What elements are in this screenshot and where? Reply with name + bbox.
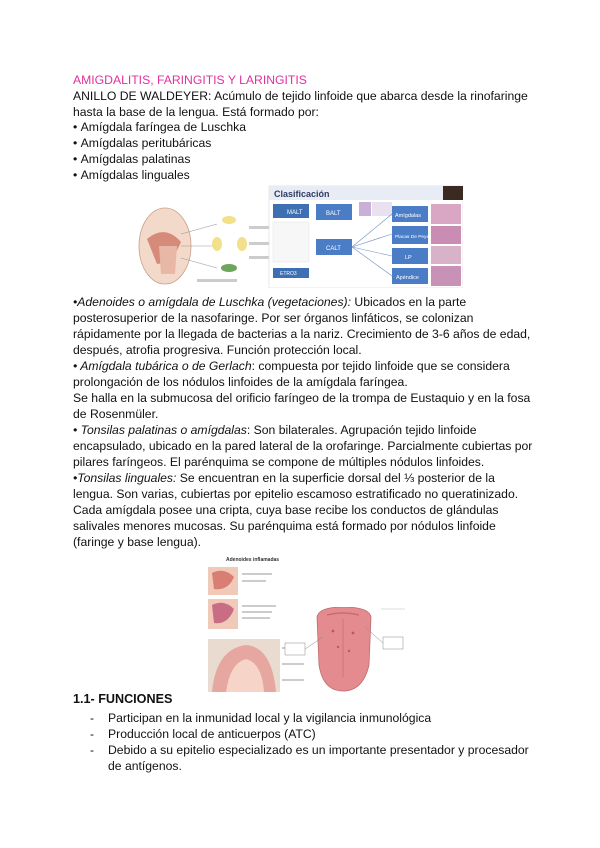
- adenoides-text: Ubicados en la parte posterosuperior de la nasofaringe. Por ser órganos linfáticos, se colonizan rápidamente por la llegada de bacterias a la nariz. Crecimiento de 3-6 años de edad, después, atrofia progresiva. Función protección local.: [73, 295, 531, 357]
- classification-slide: [269, 186, 463, 288]
- linguales-paragraph: [73, 470, 533, 550]
- list-item: • Amígdala faríngea de Luschka: [73, 119, 246, 135]
- submucosa-text: Se halla en la submucosa del orificio faríngeo de la trompa de Eustaquio y en la fosa de Rosenmüler.: [73, 391, 531, 421]
- tongue-svg: [283, 607, 405, 693]
- adenoides-paragraph: [73, 294, 533, 358]
- waldeyer-list: [73, 119, 246, 183]
- figure-caption: Adenoides inflamadas: [226, 557, 280, 563]
- box-lp: LP: [405, 255, 412, 261]
- box-malt: MALT: [287, 210, 303, 216]
- box-etro: ETRO3: [280, 271, 297, 277]
- tubarica-paragraph: [73, 358, 533, 390]
- section-title: 1.1- FUNCIONES: [73, 692, 173, 706]
- box-balt: BALT: [326, 211, 341, 217]
- box-apendice: Apéndice: [396, 275, 419, 281]
- slide-header: Clasificación: [274, 189, 330, 199]
- linguales-lead: •Tonsilas linguales:: [73, 471, 177, 485]
- box-amigdalas: Amígdalas: [395, 213, 421, 219]
- box-peyer: Placas De Peyer: [395, 235, 431, 240]
- funciones-list: [88, 710, 538, 774]
- palatinas-paragraph: [73, 422, 533, 470]
- list-item: • Amígdalas peritubáricas: [73, 135, 246, 151]
- list-item: • Amígdalas linguales: [73, 167, 246, 183]
- waldeyer-figure: [137, 184, 463, 288]
- head-anatomy-illustration: [139, 208, 269, 284]
- waldeyer-figure-svg: [137, 184, 463, 288]
- linguales-text: Se encuentran en la superficie dorsal del ⅓ posterior de la lengua. Son varias, cubiertas por epitelio escamoso estratificado no queratinizado. Cada amígdala posee una cripta, cuya base recibe los conductos de glándulas salivales menores mucosas. Su parénquima está formado por nódulos linfoide (faringe y base lengua).: [73, 471, 519, 549]
- palatinas-text: : Son bilaterales. Agrupación tejido linfoide encapsulado, ubicado en la pared lateral de la orofaringe. Parcialmente cubiertas por pilares faríngeos. El parénquima se compone de múltiples nódulos linfoides.: [73, 423, 533, 469]
- adenoides-lead: •Adenoides o amígdala de Luschka (vegetaciones):: [73, 295, 351, 309]
- list-item: - Debido a su epitelio especializado es un importante presentador y procesador de antígenos.: [88, 742, 538, 774]
- list-item: - Producción local de anticuerpos (ATC): [88, 726, 538, 742]
- list-item: - Participan en la inmunidad local y la vigilancia inmunológica: [88, 710, 538, 726]
- palatinas-lead: • Tonsilas palatinas o amígdalas: [73, 423, 247, 437]
- tubarica-text: : compuesta por tejido linfoide que se considera prolongación de los nódulos linfoides de la amígdala faríngea.: [73, 359, 510, 389]
- box-calt: CALT: [326, 246, 341, 252]
- tubarica-lead: • Amígdala tubárica o de Gerlach: [73, 359, 252, 373]
- intro-line-1: ANILLO DE WALDEYER: Acúmulo de tejido linfoide que abarca desde la rinofaringe: [73, 89, 528, 103]
- document-title: AMIGDALITIS, FARINGITIS Y LARINGITIS: [73, 73, 307, 87]
- submucosa-paragraph: [73, 390, 533, 422]
- tongue-figure: [283, 607, 405, 693]
- list-item: • Amígdalas palatinas: [73, 151, 246, 167]
- intro-line-2: hasta la base de la lengua. Está formado por:: [73, 105, 319, 119]
